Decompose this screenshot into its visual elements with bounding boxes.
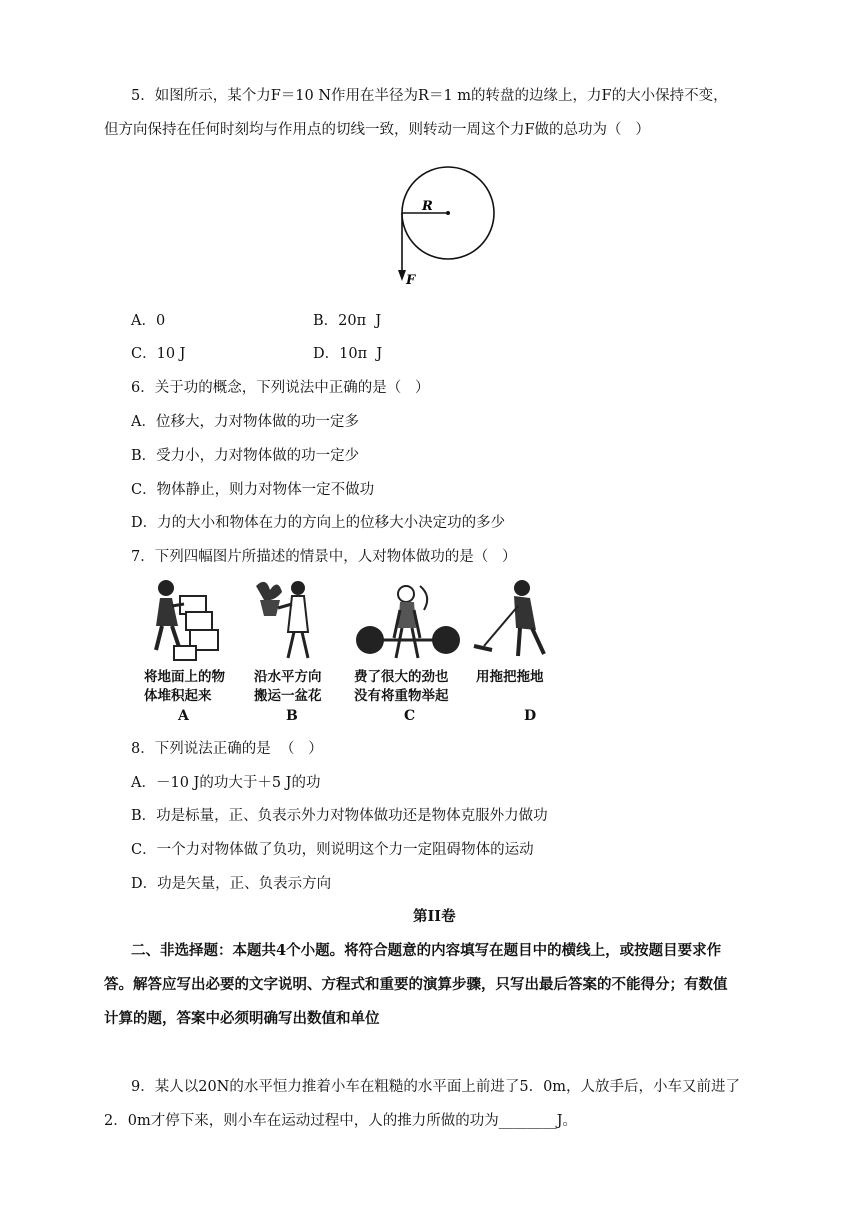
picture-b-letter: B [286, 708, 298, 724]
picture-c-letter: C [404, 708, 416, 724]
q7-stem: 7．下列四幅图片所描述的情景中，人对物体做功的是（ ） [131, 549, 517, 565]
picture-c-caption: 费了很大的劲也 没有将重物举起 [354, 669, 449, 704]
force-arrow-icon [398, 270, 406, 281]
q5-option-b: B．20π J [313, 313, 382, 329]
turntable-figure [392, 166, 502, 290]
q5-option-c: C．10 J [131, 346, 186, 362]
section-instructions-line-1: 二、非选择题：本题共4个小题。将符合题意的内容填写在题目中的横线上，或按题目要求作 [131, 942, 722, 959]
q8-option-d: D．功是矢量，正、负表示方向 [131, 876, 332, 892]
picture-b-caption: 沿水平方向 搬运一盆花 [254, 669, 322, 704]
picture-a-letter: A [178, 708, 189, 724]
q9-stem-line-1: 9．某人以20N的水平恒力推着小车在粗糙的水平面上前进了5．0m，人放手后，小车又前进了 [131, 1079, 741, 1095]
section-title: 第II卷 [413, 908, 456, 925]
picture-b [248, 576, 348, 726]
q8-option-a: A．－10 J的功大于＋5 J的功 [131, 775, 321, 791]
q5-option-d: D．10π J [313, 346, 383, 362]
mopping-floor-icon [470, 576, 570, 668]
q9-stem-line-2: 2．0m才停下来，则小车在运动过程中，人的推力所做的功为________J。 [104, 1113, 578, 1129]
q7-pictures [128, 576, 568, 726]
q5-stem-line-1: 5．如图所示，某个力F＝10 N作用在半径为R＝1 m的转盘的边缘上，力F的大小保持不变， [131, 88, 728, 104]
lifting-barbell-icon [354, 576, 464, 668]
force-label: F [406, 273, 416, 288]
q8-option-b: B．功是标量，正、负表示外力对物体做功还是物体克服外力做功 [131, 808, 548, 824]
q8-stem: 8．下列说法正确的是 （ ） [131, 741, 323, 757]
picture-d [470, 576, 570, 726]
q6-option-a: A．位移大，力对物体做的功一定多 [131, 414, 359, 430]
picture-a-caption: 将地面上的物 体堆积起来 [144, 669, 225, 704]
q6-option-d: D．力的大小和物体在力的方向上的位移大小决定功的多少 [131, 515, 506, 531]
section-instructions-line-2: 答。解答应写出必要的文字说明、方程式和重要的演算步骤，只写出最后答案的不能得分；有数值 [104, 976, 728, 993]
picture-d-letter: D [524, 708, 537, 724]
q6-stem: 6．关于功的概念，下列说法中正确的是（ ） [131, 380, 430, 396]
section-instructions-line-3: 计算的题，答案中必须明确写出数值和单位 [104, 1010, 380, 1027]
picture-d-caption: 用拖把拖地 [476, 669, 544, 685]
q5-stem-line-2: 但方向保持在任何时刻均与作用点的切线一致，则转动一周这个力F做的总功为（ ） [104, 122, 650, 138]
picture-c [354, 576, 454, 726]
picture-a [142, 576, 242, 726]
stacking-boxes-icon [142, 576, 242, 668]
radius-label: R [422, 199, 433, 214]
q5-option-a: A．0 [131, 313, 166, 329]
q6-option-c: C．物体静止，则力对物体一定不做功 [131, 482, 375, 498]
q8-option-c: C．一个力对物体做了负功，则说明这个力一定阻碍物体的运动 [131, 842, 534, 858]
q6-option-b: B．受力小，力对物体做的功一定少 [131, 448, 360, 464]
carrying-flowerpot-icon [248, 576, 348, 668]
